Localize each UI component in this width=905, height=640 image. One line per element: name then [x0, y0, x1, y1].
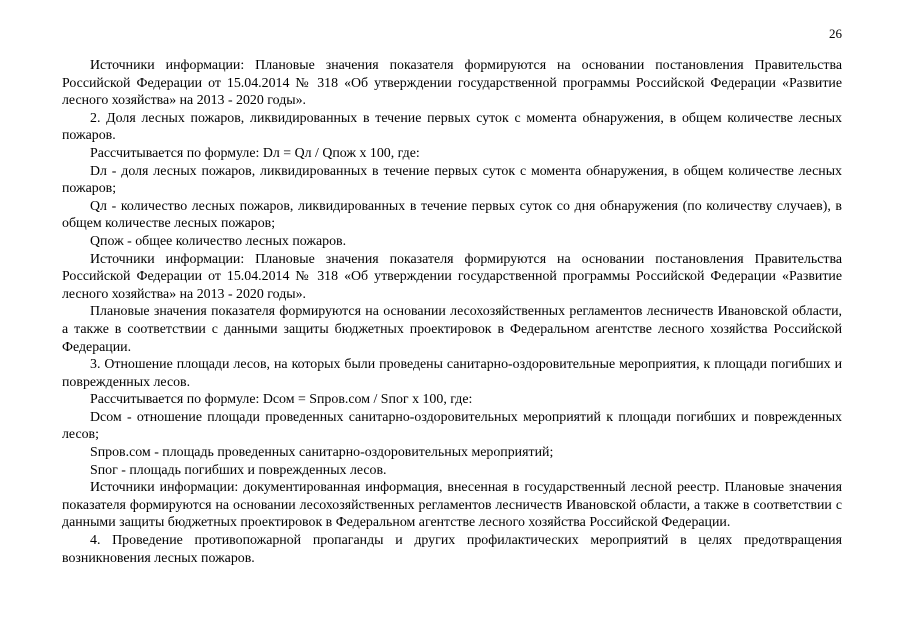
- paragraph-definition-qpozh: Qпож - общее количество лесных пожаров.: [90, 233, 347, 249]
- paragraph-sources-3: Источники информации: документированная информация, внесенная в государственный лесной реестр. Плановые значения показателя формируются на основании лесохозяйственных регламентов лесничеств Ивановской области, а также в соответствии с данными защиты бюджетных проектировок в Федеральном агентстве лесного хозяйства Российской Федерации.: [62, 480, 842, 531]
- paragraph-definition-ql: Qл - количество лесных пожаров, ликвидированных в течение первых суток со дня обнаружения (по количеству случаев), в общем количестве лесных пожаров;: [62, 198, 842, 232]
- paragraph-planned-values-2: Плановые значения показателя формируются на основании лесохозяйственных регламентов лесничеств Ивановской области, а также в соответствии с данными защиты бюджетных проектировок в Федеральном агентстве лесного хозяйства Российской Федерации.: [62, 304, 842, 355]
- paragraph-formula-2: Рассчитывается по формуле: Dл = Qл / Qпож x 100, где:: [90, 145, 420, 161]
- paragraph-definition-sprov: Sпров.сом - площадь проведенных санитарно-оздоровительных мероприятий;: [90, 445, 554, 461]
- paragraph-sources-1: Источники информации: Плановые значения показателя формируются на основании постановления Правительства Российской Федерации от 15.04.2014 № 318 «Об утверждении государственной программы Российской Федерации «Развитие лесного хозяйства» на 2013 - 2020 годы».: [62, 58, 842, 109]
- page-number: 26: [829, 26, 842, 41]
- paragraph-indicator-4-title: 4. Проведение противопожарной пропаганды и других профилактических мероприятий в целях предотвращения возникновения лесных пожаров.: [62, 533, 842, 566]
- paragraph-formula-3: Рассчитывается по формуле: Dсом = Sпров.сом / Sпог x 100, где:: [90, 392, 473, 408]
- paragraph-definition-spog: Sпог - площадь погибших и поврежденных лесов.: [90, 462, 387, 478]
- document-body: [62, 57, 842, 567]
- paragraph-indicator-2-title: 2. Доля лесных пожаров, ликвидированных в течение первых суток с момента обнаружения, в общем количестве лесных пожаров.: [62, 110, 842, 144]
- paragraph-indicator-3-title: 3. Отношение площади лесов, на которых были проведены санитарно-оздоровительные мероприятия, к площади погибших и поврежденных лесов.: [62, 357, 842, 390]
- paragraph-definition-dsom: Dсом - отношение площади проведенных санитарно-оздоровительных мероприятий к площади погибших и поврежденных лесов;: [62, 409, 842, 443]
- paragraph-sources-2: Источники информации: Плановые значения показателя формируются на основании постановления Правительства Российской Федерации от 15.04.2014 № 318 «Об утверждении государственной программы Российской Федерации «Развитие лесного хозяйства» на 2013 - 2020 годы».: [62, 251, 842, 302]
- paragraph-definition-dl: Dл - доля лесных пожаров, ликвидированных в течение первых суток с момента обнаружения, в общем количестве лесных пожаров;: [62, 163, 842, 197]
